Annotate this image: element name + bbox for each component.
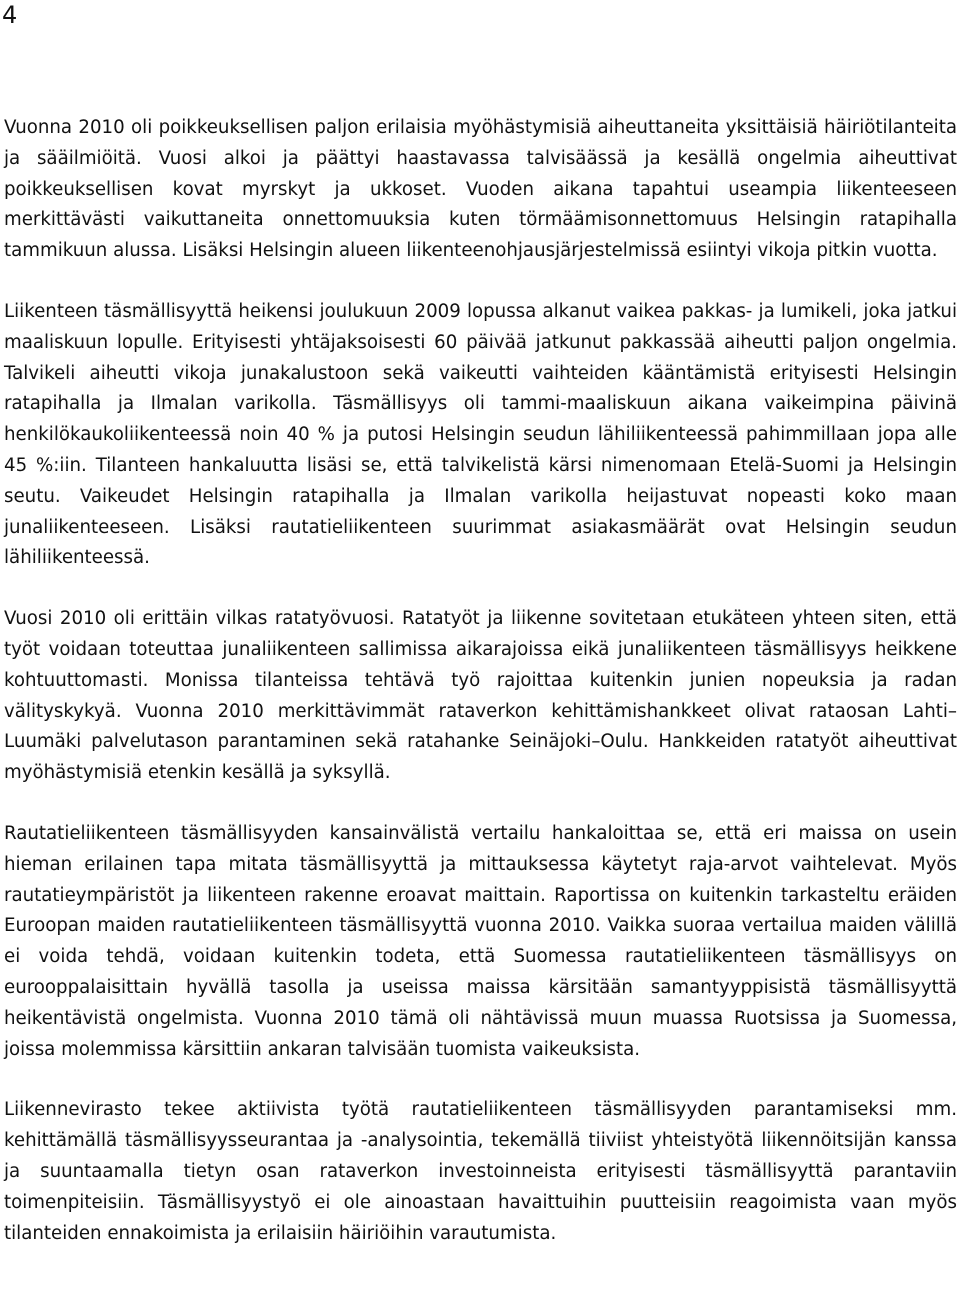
paragraph-disruptions: Vuonna 2010 oli poikkeuksellisen paljon erilaisia myöhästymisiä aiheuttaneita yksittäisiä häiriötilanteita ja sääilmiöitä. Vuosi alkoi ja päättyi haastavassa talvisäässä ja kesällä ongelmia aiheuttivat poikkeuksellisen kovat myrskyt ja ukkoset. Vuoden aikana tapahtui useampia liikenteeseen merkittävästi vaikuttaneita onnettomuuksia kuten törmäämisonnettomuus Helsingin ratapihalla tammikuun alussa. Lisäksi Helsingin alueen liikenteenohjausjärjestelmissä esiintyi vikoja pitkin vuotta. [4,117,957,262]
paragraph-winter-conditions: Liikenteen täsmällisyyttä heikensi joulukuun 2009 lopussa alkanut vaikea pakkas- ja lumikeli, joka jatkui maaliskuun lopulle. Erityisesti yhtäjaksoisesti 60 päivää jatkunut pakkassää aiheutti paljon ongelmia. Talvikeli aiheutti vikoja junakalustoon sekä vaikeutti vaihteiden kääntämistä erityisesti Helsingin ratapihalla ja Ilmalan varikolla. Täsmällisyys oli tammi-maaliskuun aikana vaikeimpina päivinä henkilökaukoliikenteessä noin 40 % ja putosi Helsingin seudun lähiliikenteessä pahimmillaan jopa alle 45 %:iin. Tilanteen hankaluutta lisäsi se, että talvikelistä kärsi nimenomaan Etelä-Suomi ja Helsingin seutu. Vaikeudet Helsingin ratapihalla ja Ilmalan varikolla heijastuvat nopeasti koko maan junaliikenteeseen. Lisäksi rautatieliikenteen suurimmat asiakasmäärät ovat Helsingin seudun lähiliikenteessä. [4,300,957,569]
document-body [4,113,957,1249]
paragraph-spacer [4,789,957,819]
paragraph-international-comparison: Rautatieliikenteen täsmällisyyden kansainvälistä vertailu hankaloittaa se, että eri maissa on usein hieman erilainen tapa mitata täsmällisyyttä ja mittauksessa käytetyt raja-arvot vaihtelevat. Myös rautatieympäristöt ja liikenteen rakenne eroavat maittain. Raportissa on kuitenkin tarkasteltu eräiden Euroopan maiden rautatieliikenteen täsmällisyyttä vuonna 2010. Vaikka suoraa vertailua maiden välillä ei voida tehdä, voidaan kuitenkin todeta, että Suomessa rautatieliikenteen täsmällisyys on eurooppalaisittain hyvällä tasolla ja useissa maissa kärsitään samantyyppisistä täsmällisyyttä heikentävistä ongelmista. Vuonna 2010 tämä oli nähtävissä muun muassa Ruotsissa ja Suomessa, joissa molemmissa kärsittiin ankaran talvisään tuomista vaikeuksista. [4,822,957,1060]
paragraph-agency-actions: Liikennevirasto tekee aktiivista työtä rautatieliikenteen täsmällisyyden parantamiseksi mm. kehittämällä täsmällisyysseurantaa ja -analysointia, tekemällä tiiviist yhteistyötä liikennöitsijän kanssa ja suuntaamalla tietyn osan rataverkon investoinneista erityisesti täsmällisyyttä parantaviin toimenpiteisiin. Täsmällisyystyö ei ole ainoastaan havaittuihin puutteisiin reagoimista vaan myös tilanteiden ennakoimista ja erilaisiin häiriöihin varautumista. [4,1099,957,1244]
paragraph-track-works: Vuosi 2010 oli erittäin vilkas ratatyövuosi. Ratatyöt ja liikenne sovitetaan etukäteen yhteen siten, että työt voidaan toteuttaa junaliikenteen sallimissa aikarajoissa eikä junaliikenteen täsmällisyys heikkene kohtuuttomasti. Monissa tilanteissa tehtävä työ rajoittaa kuitenkin junien nopeuksia ja radan välityskykyä. Vuonna 2010 merkittävimmät rataverkon kehittämishankkeet olivat rataosan Lahti–Luumäki palvelutason parantaminen sekä ratahanke Seinäjoki–Oulu. Hankkeiden ratatyöt aiheuttivat myöhästymisiä etenkin kesällä ja syksyllä. [4,608,957,784]
paragraph-spacer [4,267,957,297]
paragraph-spacer [4,1065,957,1095]
paragraph-spacer [4,574,957,604]
page-number: 4 [2,1,18,29]
